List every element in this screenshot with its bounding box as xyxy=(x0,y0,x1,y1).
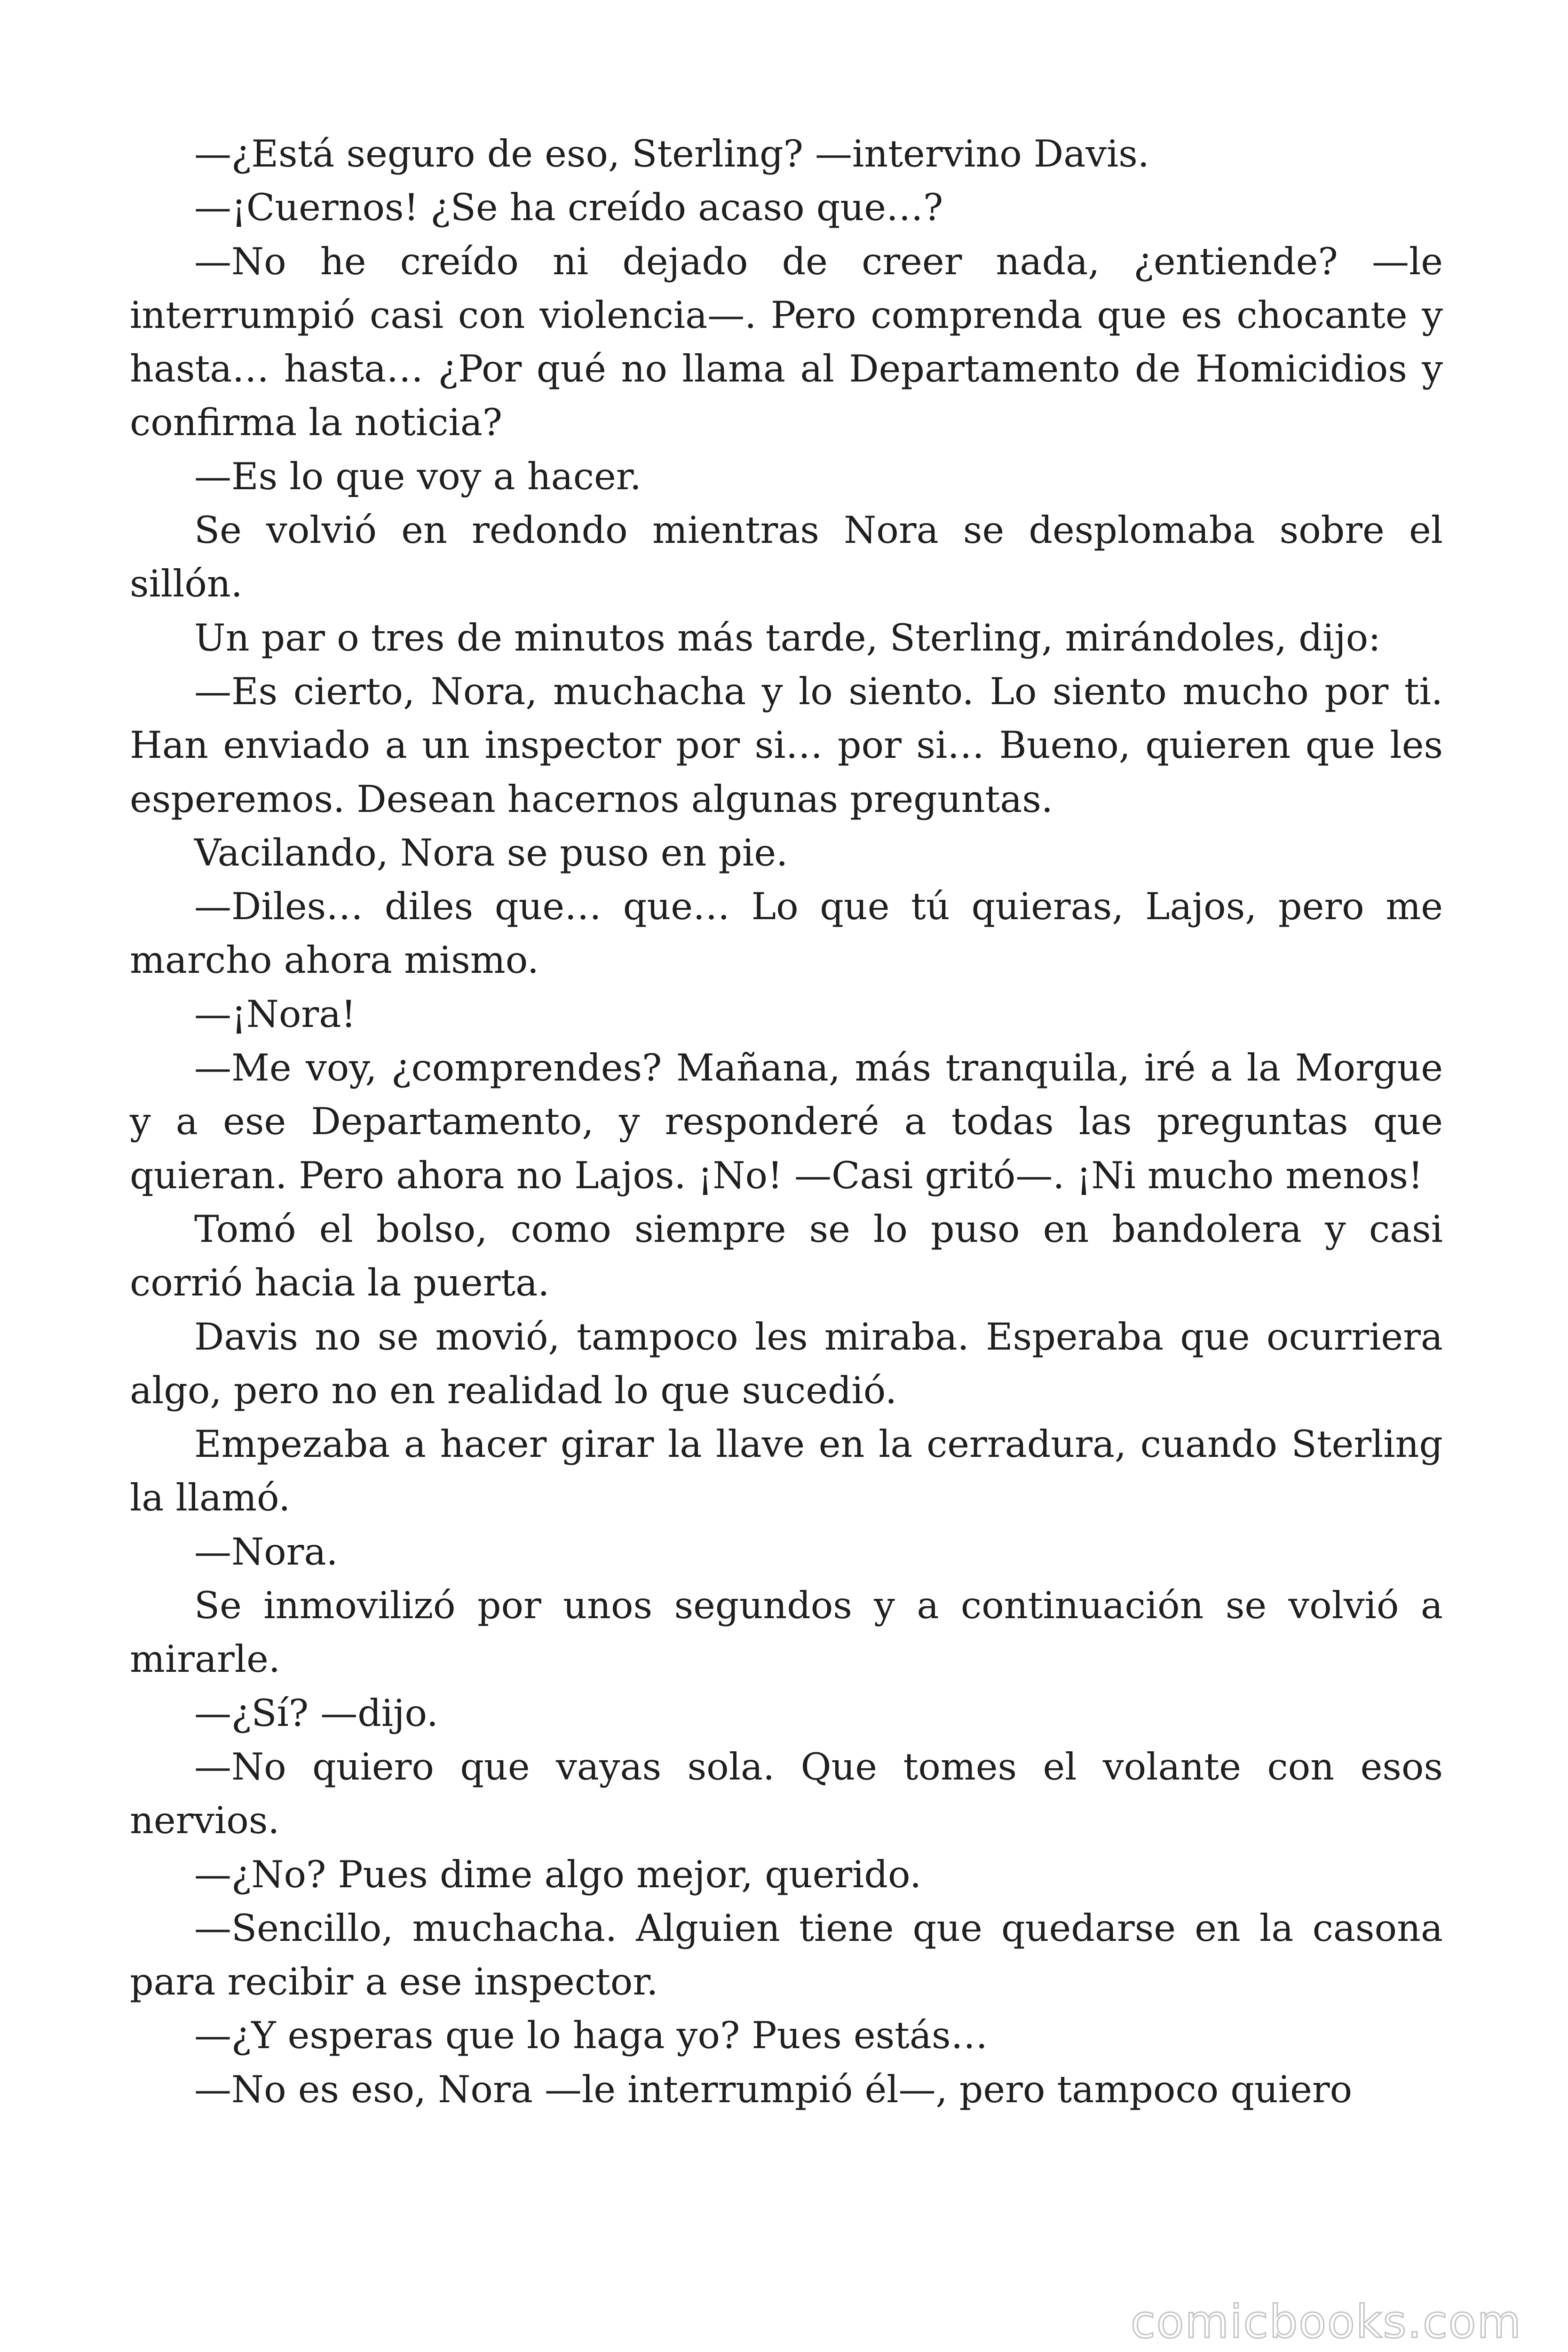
paragraph: —¿Está seguro de eso, Sterling? —intervino Davis. xyxy=(194,132,1149,175)
paragraph: —¡Nora! xyxy=(194,992,356,1036)
paragraph: —No es eso, Nora —le interrumpió él—, pero tampoco quiero xyxy=(194,2067,1353,2111)
paragraph: —Nora. xyxy=(194,1530,338,1573)
paragraph: —¿No? Pues dime algo mejor, querido. xyxy=(194,1852,922,1896)
paragraph: —Me voy, ¿comprendes? Mañana, más tranquila, iré a la Morgue y a ese Departamento, y responderé a todas las preguntas que quieran. Pero ahora no Lajos. ¡No! —Casi gritó—. ¡Ni mucho menos! xyxy=(130,1046,1443,1197)
paragraph: Tomó el bolso, como siempre se lo puso en bandolera y casi corrió hacia la puerta. xyxy=(130,1207,1443,1305)
paragraph: —Es cierto, Nora, muchacha y lo siento. Lo siento mucho por ti. Han enviado a un inspector por si… por si… Bueno, quieren que les esperemos. Desean hacernos algunas preguntas. xyxy=(130,669,1443,821)
body-text xyxy=(130,127,1443,2116)
paragraph: Se inmovilizó por unos segundos y a continuación se volvió a mirarle. xyxy=(130,1584,1443,1681)
paragraph: —No he creído ni dejado de creer nada, ¿entiende? —le interrumpió casi con violencia—. Pero comprenda que es chocante y hasta… hasta… ¿Por qué no llama al Departamento de Homicidios y confirma la noticia? xyxy=(130,239,1443,445)
paragraph: Davis no se movió, tampoco les miraba. Esperaba que ocurriera algo, pero no en realidad lo que sucedió. xyxy=(130,1315,1443,1412)
paragraph: —Es lo que voy a hacer. xyxy=(194,454,641,498)
paragraph: —¿Sí? —dijo. xyxy=(194,1691,438,1735)
paragraph: Se volvió en redondo mientras Nora se desplomaba sobre el sillón. xyxy=(130,509,1443,606)
paragraph: —¿Y esperas que lo haga yo? Pues estás… xyxy=(194,2014,988,2058)
paragraph: —¡Cuernos! ¿Se ha creído acaso que…? xyxy=(194,186,943,230)
paragraph: —Sencillo, muchacha. Alguien tiene que quedarse en la casona para recibir a ese inspector. xyxy=(130,1906,1443,2004)
paragraph: Empezaba a hacer girar la llave en la cerradura, cuando Sterling la llamó. xyxy=(130,1422,1443,1520)
watermark-text: comicbooks.com xyxy=(1130,2296,1522,2348)
paragraph: —Diles… diles que… que… Lo que tú quieras, Lajos, pero me marcho ahora mismo. xyxy=(130,885,1443,982)
paragraph: Un par o tres de minutos más tarde, Sterling, mirándoles, dijo: xyxy=(194,616,1381,660)
paragraph: —No quiero que vayas sola. Que tomes el volante con esos nervios. xyxy=(130,1745,1443,1843)
paragraph: Vacilando, Nora se puso en pie. xyxy=(194,831,788,874)
